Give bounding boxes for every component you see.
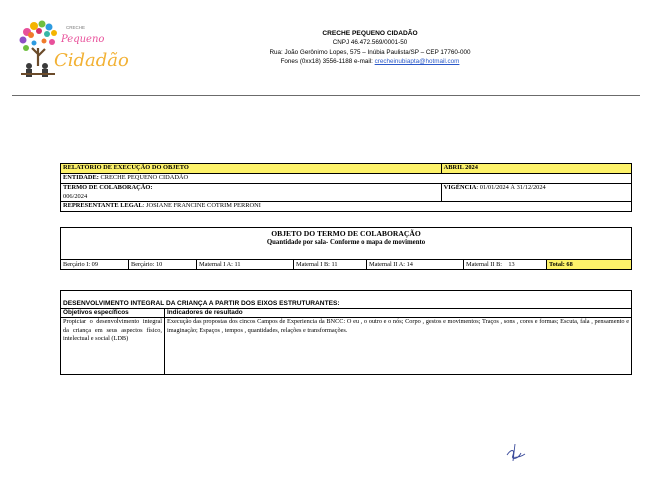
- objective-cell: Propiciar o desenvolvimento integral da criança em seus aspectos físico, intelectual e social (LDB): [61, 318, 165, 375]
- validity-cell: VIGÊNCIA: 01/01/2024 À 31/12/2024: [441, 184, 631, 202]
- development-heading: DESENVOLVIMENTO INTEGRAL DA CRIANÇA A PARTIR DOS EIXOS ESTRUTURANTES:: [60, 290, 632, 309]
- svg-text:CRECHE: CRECHE: [66, 25, 86, 30]
- indicator-cell: Execução das propostas dos cincos Campos de Experiencia da BNCC: O eu , o outro e o nós; Corpo , gestos e movimentos; Traços , sons , cores e formas; Escuta, fala , pensamento e imaginação; Espaços , tempos , quantidades, relações e transformações.: [165, 318, 632, 375]
- signature: [503, 440, 527, 464]
- room-cell: Maternal I B: 11: [294, 260, 367, 270]
- svg-text:Pequeno: Pequeno: [61, 34, 105, 45]
- object-heading: [60, 227, 632, 260]
- room-cell: Berçário I: 09: [61, 260, 129, 270]
- organization-info: [180, 29, 560, 66]
- room-cell: Maternal I A: 11: [197, 260, 294, 270]
- room-cell: Maternal II A: 14: [367, 260, 464, 270]
- legal-representative-row: REPRESENTANTE LEGAL: JOSIANE FRANCINE COTRIM PERRONI: [61, 202, 632, 212]
- org-address: Rua: João Gerônimo Lopes, 575 – Inúbia Paulista/SP – CEP 17760-000: [269, 48, 471, 56]
- report-info-table: [60, 163, 632, 212]
- svg-text:Cidadão: Cidadão: [54, 50, 129, 71]
- term-cell: TERMO DE COLABORAÇÃO: 006/2024: [61, 184, 442, 202]
- creche-logo: [14, 18, 129, 80]
- org-cnpj: CNPJ 46.472.569/0001-50: [332, 39, 408, 47]
- report-period-cell: ABRIL 2024: [441, 164, 631, 174]
- room-cell: Maternal II B: 13: [464, 260, 547, 270]
- header-divider: [12, 95, 640, 96]
- total-cell: Total: 68: [547, 260, 632, 270]
- report-title-cell: RELATÓRIO DE EXECUÇÃO DO OBJETO: [61, 164, 442, 174]
- org-contact: Fones (0xx18) 3556-1188 e-mail: crecheinubiapta@hotmail.com: [280, 57, 460, 65]
- entity-row: ENTIDADE: CRECHE PEQUENO CIDADÃO: [61, 174, 632, 184]
- rooms-table: [60, 259, 632, 270]
- room-cell: Berçário: 10: [129, 260, 197, 270]
- indicators-header: Indicadores de resultado: [165, 309, 632, 318]
- objectives-header: Objetivos específicos: [61, 309, 165, 318]
- object-title: OBJETO DO TERMO DE COLABORAÇÃO: [271, 229, 421, 238]
- org-name: CRECHE PEQUENO CIDADÃO: [322, 30, 418, 37]
- letterhead: [0, 0, 651, 96]
- development-table: [60, 308, 632, 375]
- object-subtitle: Quantidade por sala- Conforme o mapa de movimento: [266, 238, 426, 246]
- email-link[interactable]: crecheinubiapta@hotmail.com: [374, 57, 460, 65]
